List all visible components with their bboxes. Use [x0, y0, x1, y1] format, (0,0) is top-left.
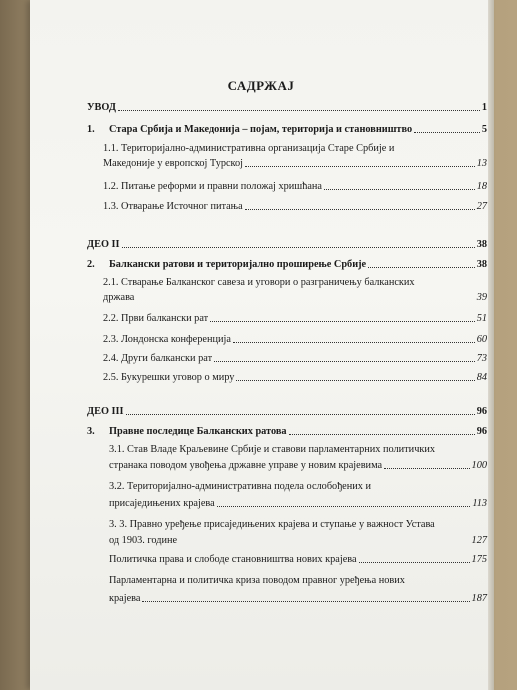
toc-entry-number: 3. [87, 426, 95, 437]
toc-entry-page: 175 [471, 554, 487, 565]
toc-entry-label: Парламентарна и политичка криза поводом правног уређења нових [109, 575, 405, 586]
toc-entry-1-2[interactable] [103, 180, 487, 193]
toc-entry-3-2[interactable] [109, 497, 487, 510]
toc-entry-label: 1.1. Територијално-административна организација Старе Србије и [103, 143, 395, 154]
toc-entry-label: Македоније у европској Турској [103, 158, 244, 169]
toc-entry-page: 38 [476, 259, 487, 270]
toc-entry-label: 2.5. Букурешки уговор о миру [103, 372, 235, 383]
toc-entry-2-4[interactable] [103, 352, 487, 365]
toc-entry-page: 5 [481, 124, 487, 135]
leader-dots [245, 166, 475, 167]
toc-entry-number: 2. [87, 259, 95, 270]
toc-entry-page: 96 [476, 406, 487, 417]
leader-dots [245, 209, 475, 210]
toc-entry-number: 1. [87, 124, 95, 135]
leader-dots [236, 380, 474, 381]
toc-entry-page: 84 [476, 372, 487, 383]
toc-entry-3-5[interactable] [109, 592, 487, 605]
toc-entry-label: 3.1. Став Владе Краљевине Србије и ставови парламентарних политичких [109, 444, 436, 455]
toc-entry-2-2[interactable] [103, 312, 487, 325]
toc-entry-label: 3. 3. Правно уређење присаједињених крајева и ступање у важност Устава [109, 519, 435, 530]
toc-entry-label: странака поводом увођења државне управе у новим крајевима [109, 460, 383, 471]
toc-entry-label: 2.3. Лондонска конференција [103, 334, 231, 345]
toc-entry-label: УВОД [87, 102, 117, 113]
leader-dots [414, 132, 480, 133]
leader-dots [122, 247, 475, 248]
toc-entry-page: 13 [476, 158, 487, 169]
toc-entry-2-5[interactable] [103, 371, 487, 384]
toc-entry-chapter-3[interactable] [87, 425, 487, 438]
toc-entry-label: од 1903. године [109, 535, 178, 546]
toc-entry-part-3[interactable] [87, 405, 487, 418]
toc-entry-part-2[interactable] [87, 238, 487, 251]
leader-dots [289, 434, 475, 435]
toc-entry-label: Стара Србија и Македонија – појам, територија и становништво [109, 124, 413, 135]
leader-dots [210, 321, 475, 322]
toc-entry-page: 18 [476, 181, 487, 192]
toc-entry-1-3[interactable] [103, 200, 487, 213]
leader-dots [324, 189, 475, 190]
toc-entry-label: 1.3. Отварање Источног питања [103, 201, 243, 212]
toc-entry-label: Балкански ратови и територијално проширење Србије [109, 259, 367, 270]
toc-entry-label: 1.2. Питање реформи и правни положај хришћана [103, 181, 322, 192]
toc-entry-page: 51 [476, 313, 487, 324]
toc-entry-label: присаједињених крајева [109, 498, 215, 509]
toc-entry-2-1[interactable] [103, 291, 487, 304]
toc-entry-label: 3.2. Територијално-административна подела ослобођених и [109, 481, 371, 492]
toc-entry-page: 73 [476, 353, 487, 364]
toc-entry-label: крајева [109, 593, 141, 604]
toc-entry-label: Политичка права и слободе становништва нових крајева [109, 554, 357, 565]
leader-dots [359, 562, 470, 563]
toc-entry-chapter-2[interactable] [87, 258, 487, 271]
toc-entry-page: 1 [481, 102, 487, 113]
toc-entry-page: 127 [471, 535, 487, 546]
toc-entry-page: 60 [476, 334, 487, 345]
toc-entry-page: 39 [476, 292, 487, 303]
toc-entry-page: 113 [472, 498, 487, 509]
leader-dots [142, 601, 469, 602]
leader-dots [126, 414, 475, 415]
leader-space [179, 543, 469, 544]
toc-entry-1-1[interactable] [103, 157, 487, 170]
toc-entry-label: ДЕО II [87, 239, 120, 250]
toc-entry-page: 187 [471, 593, 487, 604]
toc-entry-label: 2.1. Стварање Балканског савеза и уговори о разграничењу балканских [103, 277, 415, 288]
leader-dots [384, 468, 469, 469]
toc-entry-page: 38 [476, 239, 487, 250]
toc-entry-page: 100 [471, 460, 487, 471]
page-title: САДРЖАЈ [227, 78, 295, 93]
leader-dots [233, 342, 475, 343]
toc-entry-label: 2.2. Први балкански рат [103, 313, 209, 324]
leader-space [136, 300, 474, 301]
leader-dots [368, 267, 475, 268]
toc-entry-3-1[interactable] [109, 459, 487, 472]
toc-entry-label: Правне последице Балканских ратова [109, 426, 287, 437]
document-page [30, 0, 492, 690]
leader-dots [118, 110, 480, 111]
toc-entry-label: држава [103, 292, 135, 303]
toc-entry-intro[interactable] [87, 101, 487, 114]
page-edge [488, 0, 494, 690]
toc-entry-3-3[interactable] [109, 534, 487, 547]
toc-entry-chapter-1[interactable] [87, 123, 487, 136]
toc-entry-label: ДЕО III [87, 406, 124, 417]
leader-dots [217, 506, 471, 507]
toc-entry-page: 27 [476, 201, 487, 212]
leader-dots [214, 361, 475, 362]
toc-entry-3-4[interactable] [109, 553, 487, 566]
toc-entry-2-3[interactable] [103, 333, 487, 346]
toc-entry-label: 2.4. Други балкански рат [103, 353, 213, 364]
toc-entry-page: 96 [476, 426, 487, 437]
